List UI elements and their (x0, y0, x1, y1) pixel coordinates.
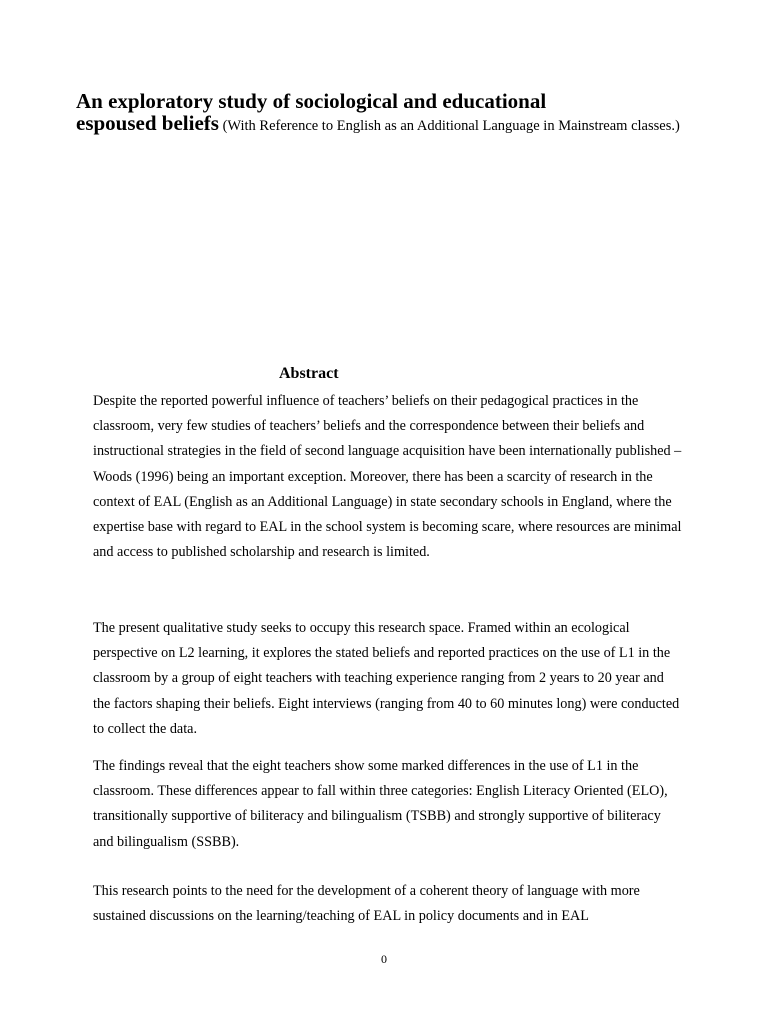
abstract-paragraph-4: This research points to the need for the development of a coherent theory of language with more sustained discussions on the learning/teaching of EAL in policy documents and in EAL (93, 883, 640, 925)
document-title (76, 88, 706, 135)
abstract-heading: Abstract (279, 365, 339, 382)
abstract-paragraph-3: The findings reveal that the eight teachers show some marked differences in the use of L1 in the classroom. These differences appear to fall within three categories: English Literacy Oriented (ELO), transitionally supportive of biliteracy and bilingualism (TSBB) and strongly supportive of biliteracy and bilingualism (SSBB). (93, 758, 668, 850)
title-bold-text: espoused beliefs (76, 111, 219, 135)
title-line-1: An exploratory study of sociological and educational (76, 89, 547, 113)
abstract-paragraph-1: Despite the reported powerful influence of teachers’ beliefs on their pedagogical practices in the classroom, very few studies of teachers’ beliefs and the correspondence between their beliefs and instructional strategies in the field of second language acquisition have been internationally published – Woods (1996) being an important exception. Moreover, there has been a scarcity of research in the context of EAL (English as an Additional Language) in state secondary schools in England, where the expertise base with regard to EAL in the school system is becoming scare, where resources are minimal and access to published scholarship and research is limited. (93, 393, 682, 561)
abstract-paragraph-2: The present qualitative study seeks to occupy this research space. Framed within an ecological perspective on L2 learning, it explores the stated beliefs and reported practices on the use of L1 in the classroom by a group of eight teachers with teaching experience ranging from 2 years to 20 year and the factors shaping their beliefs. Eight interviews (ranging from 40 to 60 minutes long) were conducted to collect the data. (93, 620, 680, 737)
title-subtitle-text: (With Reference to English as an Additional Language in Mainstream classes.) (218, 118, 680, 134)
title-line-2 (76, 111, 706, 135)
page-number: 0 (381, 952, 387, 966)
